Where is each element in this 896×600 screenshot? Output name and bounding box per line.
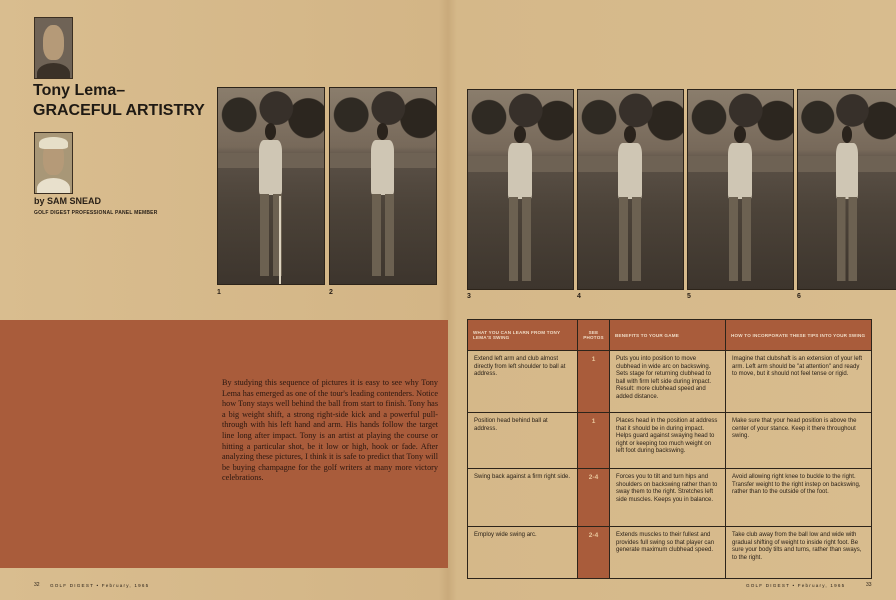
cell-learn: Position head behind ball at address. (468, 413, 578, 469)
swing-photo-6 (797, 89, 896, 290)
swing-tips-table (467, 319, 872, 579)
photo-number: 5 (687, 293, 691, 300)
cell-benefits: Extends muscles to their fullest and provides full swing so that player can generate maximum clubhead speed. (610, 527, 726, 579)
swing-photo-2 (329, 87, 437, 285)
right-footer: GOLF DIGEST • February, 1965 (746, 583, 846, 588)
photo-number: 6 (797, 293, 801, 300)
table-header-row (468, 320, 872, 351)
cell-photos: 1 (578, 413, 610, 469)
photo-number: 4 (577, 293, 581, 300)
sam-snead-portrait (34, 132, 73, 194)
article-body: By studying this sequence of pictures it is easy to see why Tony Lema has emerged as one of the tour's leading contenders. Notice how Tony stays well behind the ball from start to finish. Tony has a big weight shift, a strong right-side kick and a powerful pull-through with his left hand and arm. His hands follow the target line long after impact. Tony is an artist at playing the course or hitting a particular shot, be it low or high, hook or fade. After analyzing these pictures, I think it is safe to predict that Tony will be buying champagne for the golf writers at many more victory celebrations. (222, 378, 438, 483)
photo-number: 3 (467, 293, 471, 300)
left-footer: GOLF DIGEST • February, 1965 (50, 583, 150, 588)
table-row (468, 351, 872, 413)
table-row (468, 527, 872, 579)
table-row (468, 413, 872, 469)
article-title-line2: GRACEFUL ARTISTRY (33, 102, 205, 119)
cell-photos: 1 (578, 351, 610, 413)
swing-photo-5 (687, 89, 794, 290)
cell-how: Imagine that clubshaft is an extension of your left arm. Left arm should be "at attention" and ready to move, but it should not feel tense or rigid. (726, 351, 872, 413)
cell-photos: 2-4 (578, 527, 610, 579)
cell-how: Make sure that your head position is above the center of your stance. Keep it there throughout swing. (726, 413, 872, 469)
tony-lema-portrait (34, 17, 73, 79)
swing-photo-4 (577, 89, 684, 290)
cell-learn: Extend left arm and club almost directly from left shoulder to ball at address. (468, 351, 578, 413)
cell-learn: Employ wide swing arc. (468, 527, 578, 579)
cell-how: Avoid allowing right knee to buckle to the right. Transfer weight to the right instep on backswing, rather than to the outside of the foot. (726, 469, 872, 527)
left-page-number: 32 (34, 582, 40, 588)
cell-benefits: Forces you to tilt and turn hips and shoulders on backswing rather than to sway them to the right. Stretches left side muscles. Keeps you in balance. (610, 469, 726, 527)
cell-benefits: Puts you into position to move clubhead in wide arc on backswing. Sets stage for returning clubhead to ball with firm left side during impact. Result: more clubhead speed and added distance. (610, 351, 726, 413)
column-header-photos: SEE PHOTOS (578, 320, 610, 351)
table-row (468, 469, 872, 527)
column-header-how: HOW TO INCORPORATE THESE TIPS INTO YOUR SWING (726, 320, 872, 351)
cell-photos: 2-4 (578, 469, 610, 527)
swing-photo-1 (217, 87, 325, 285)
column-header-learn: WHAT YOU CAN LEARN FROM TONY LEMA'S SWING (468, 320, 578, 351)
cell-learn: Swing back against a firm right side. (468, 469, 578, 527)
column-header-benefits: BENEFITS TO YOUR GAME (610, 320, 726, 351)
article-text-box (0, 320, 448, 568)
byline: by SAM SNEAD (34, 196, 102, 206)
cell-how: Take club away from the ball low and wide with gradual shifting of weight to inside right foot. Be sure your body tilts and turns, rather than sways, to the right. (726, 527, 872, 579)
swing-photo-3 (467, 89, 574, 290)
cell-benefits: Places head in the position at address that it should be in during impact. Helps guard against swaying head to right or keeping too much weight on left foot during backswing. (610, 413, 726, 469)
right-page-number: 33 (866, 582, 872, 588)
panel-member-caption: GOLF DIGEST PROFESSIONAL PANEL MEMBER (34, 210, 158, 216)
article-title-line1: Tony Lema– (33, 82, 126, 99)
photo-number: 2 (329, 289, 333, 296)
photo-number: 1 (217, 289, 221, 296)
